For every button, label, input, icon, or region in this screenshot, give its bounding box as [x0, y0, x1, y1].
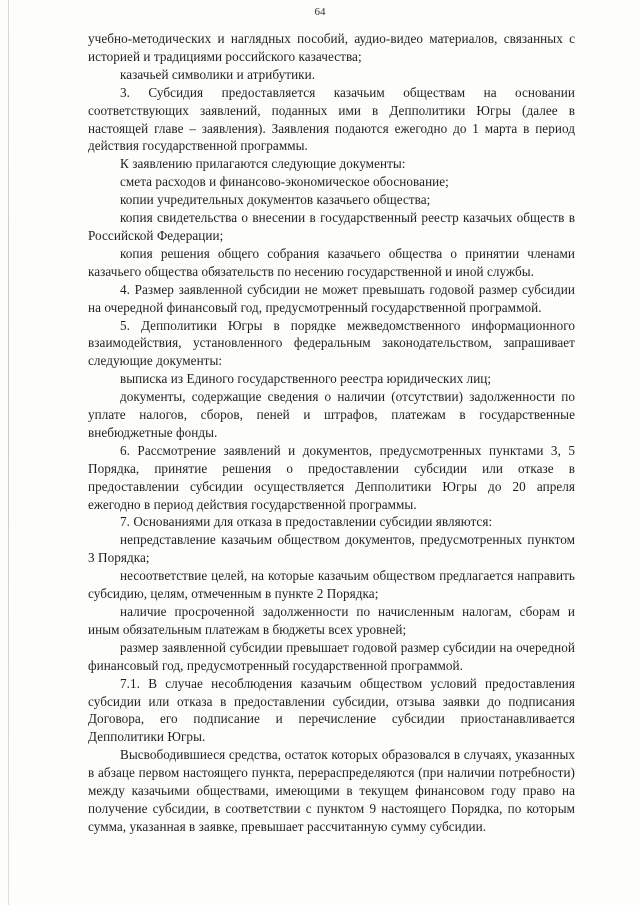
paragraph: смета расходов и финансово-экономическое обоснование; — [120, 174, 449, 190]
paragraph-item-7-1: 7.1. В случае несоблюдения казачьим обществом условий предоставления субсидии или отказа в предоставлении субсидии, отзыва заявки до подписания Договора, его подписание и перечисление субсидии приостанавливается Депполитики Югры. — [88, 675, 575, 745]
scan-edge-line — [8, 0, 9, 905]
paragraph-item-6: 6. Рассмотрение заявлений и документов, предусмотренных пунктами 3, 5 Порядка, принятие решения о предоставлении субсидии или отказе в предоставлении субсидии осуществляется Депполитики Югры до 20 апреля ежегодно в период действия государственной программы. — [88, 442, 575, 512]
paragraph: непредставление казачьим обществом документов, предусмотренных пунктом 3 Порядка; — [88, 532, 575, 566]
paragraph: Высвободившиеся средства, остаток которых образовался в случаях, указанных в абзаце первом настоящего пункта, перераспределяются (при наличии потребности) между казачьими обществами, имеющими в текущем финансовом году право на получение субсидии, в соответствии с пунктом 9 настоящего Порядка, по которым сумма, указанная в заявке, превышает рассчитанную сумму субсидии. — [88, 747, 575, 834]
paragraph: документы, содержащие сведения о наличии (отсутствии) задолженности по уплате налогов, сборов, пеней и штрафов, платежам в государственные внебюджетные фонды. — [88, 389, 575, 440]
paragraph: копии учредительных документов казачьего общества; — [120, 192, 431, 208]
paragraph: казачьей символики и атрибутики. — [120, 66, 316, 82]
paragraph: выписка из Единого государственного реестра юридических лиц; — [120, 371, 492, 387]
paragraph-item-7: 7. Основаниями для отказа в предоставлении субсидии являются: — [120, 514, 493, 530]
paragraph-item-3: 3. Субсидия предоставляется казачьим обществам на основании соответствующих заявлений, поданных ими в Депполитики Югры (далее в настоящей главе – заявления). Заявления подаются ежегодно до 1 марта в период действия государственной программы. — [88, 84, 575, 154]
paragraph-item-4: 4. Размер заявленной субсидии не может превышать годовой размер субсидии на очередной финансовый год, предусмотренный государственной программой. — [88, 281, 575, 315]
page-number: 64 — [314, 6, 326, 18]
document-body — [88, 30, 575, 836]
paragraph: несоответствие целей, на которые казачьим обществом предлагается направить субсидию, целям, отмеченным в пункте 2 Порядка; — [88, 568, 575, 602]
paragraph: К заявлению прилагаются следующие документы: — [120, 156, 406, 172]
paragraph: наличие просроченной задолженности по начисленным налогам, сборам и иным обязательным платежам в бюджеты всех уровней; — [88, 604, 575, 637]
paragraph-continuation: учебно-методических и наглядных пособий, аудио-видео материалов, связанных с историей и традициями российского казачества; — [88, 31, 575, 64]
paragraph: размер заявленной субсидии превышает годовой размер субсидии на очередной финансовый год, предусмотренный государственной программой. — [88, 639, 575, 673]
paragraph-item-5: 5. Депполитики Югры в порядке межведомственного информационного взаимодействия, установленного федеральным законодательством, запрашивает следующие документы: — [88, 317, 575, 369]
paragraph: копия решения общего собрания казачьего общества о принятии членами казачьего общества обязательств по несению государственной и иной службы. — [88, 245, 575, 279]
paragraph: копия свидетельства о внесении в государственный реестр казачьих обществ в Российской Федерации; — [88, 210, 575, 243]
